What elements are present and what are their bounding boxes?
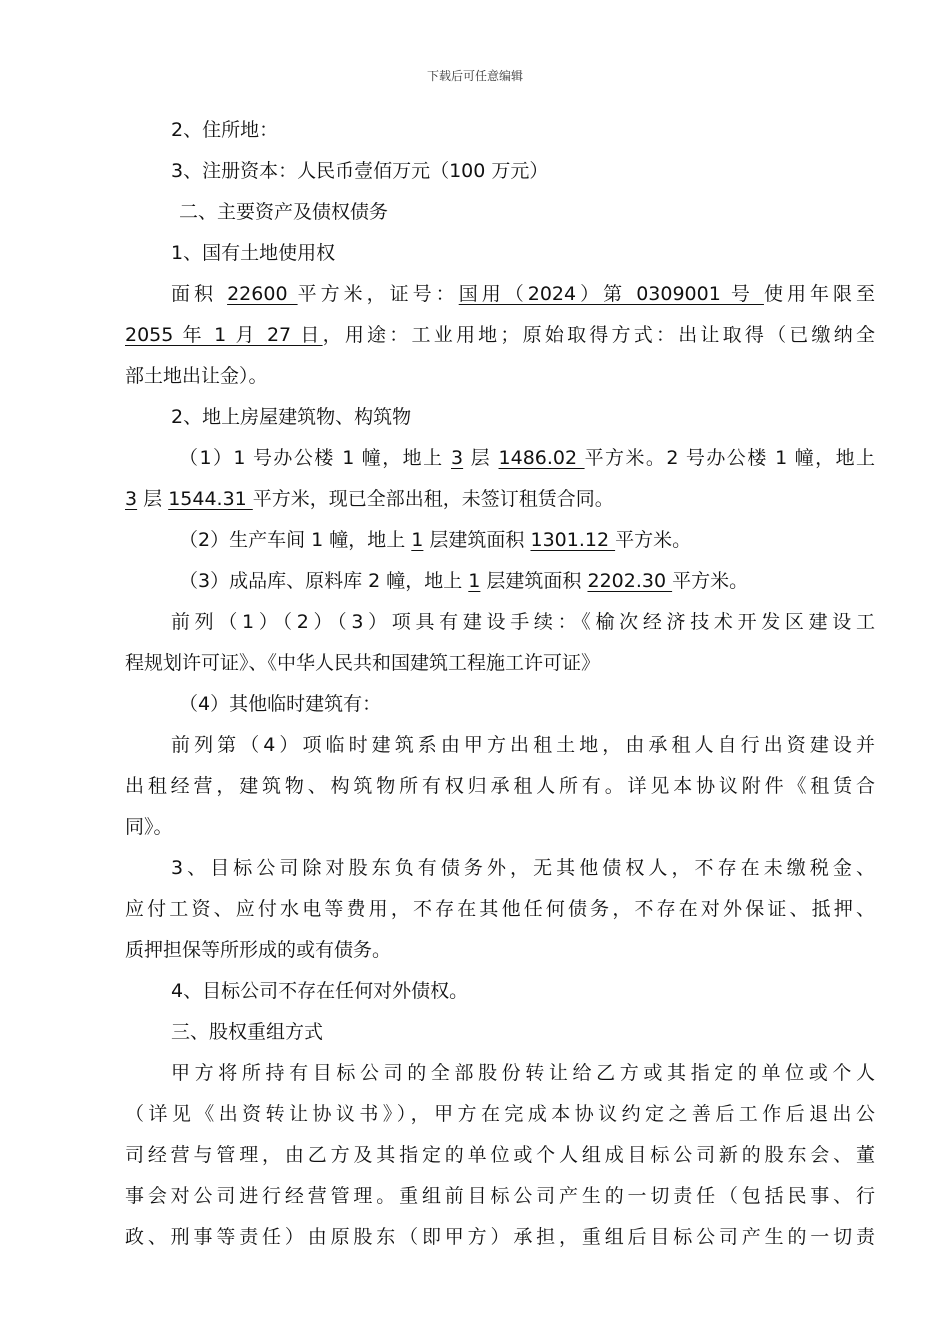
area-office-2: 1544.31 (168, 488, 253, 510)
document-body (125, 110, 875, 1258)
area-warehouse: 2202.30 (587, 570, 673, 592)
temp-buildings-line3: 同》。 (125, 816, 173, 838)
land-area: 22600 (227, 283, 298, 305)
building-item-2: （2）生产车间 1 幢，地上 1 层建筑面积 1301.12 平方米。 (179, 529, 692, 551)
building-item-1-line2: 3 层 1544.31 平方米，现已全部出租，未签订租赁合同。 (125, 488, 614, 510)
building-item-1-line1: （1）1 号办公楼 1 幢，地上 3 层 1486.02 平方米。2 号办公楼 1 幢，地上 (179, 447, 876, 469)
section-heading-assets: 二、主要资产及债权债务 (179, 201, 389, 223)
land-paragraph-line2: 2055 年 1 月 27 日，用途：工业用地；原始取得方式：出让取得（已缴纳全 (125, 324, 875, 346)
land-expiry-date: 2055 年 1 月 27 日 (125, 324, 323, 346)
restructuring-line5: 政、刑事等责任）由原股东（即甲方）承担，重组后目标公司产生的一切责 (125, 1226, 875, 1248)
temp-buildings-line2: 出租经营，建筑物、构筑物所有权归承租人所有。详见本协议附件《租赁合 (125, 775, 875, 797)
land-paragraph-line3: 部土地出让金）。 (125, 365, 268, 387)
restructuring-line2: （详见《出资转让协议书》），甲方在完成本协议约定之善后工作后退出公 (125, 1103, 875, 1125)
permits-line2: 程规划许可证》、《中华人民共和国建筑工程施工许可证》 (125, 652, 601, 674)
area-office-1: 1486.02 (498, 447, 585, 469)
building-item-3: （3）成品库、原料库 2 幢，地上 1 层建筑面积 2202.30 平方米。 (179, 570, 749, 592)
restructuring-line1: 甲方将所持有目标公司的全部股份转让给乙方或其指定的单位或个人 (171, 1062, 875, 1084)
capital-line: 3、注册资本：人民币壹佰万元（100 万元） (171, 160, 549, 182)
building-item-4: （4）其他临时建筑有： (179, 693, 382, 715)
land-paragraph-line1: 面积 22600 平方米，证号：国用（2024）第 0309001 号 使用年限至 (171, 283, 875, 305)
debts-line2: 应付工资、应付水电等费用，不存在其他任何债务，不存在对外保证、抵押、 (125, 898, 875, 920)
floors-warehouse: 1 (468, 570, 481, 592)
debts-line3: 质押担保等所形成的或有债务。 (125, 939, 392, 961)
page-header: 下载后可任意编辑 (426, 69, 523, 83)
restructuring-line3: 司经营与管理，由乙方及其指定的单位或个人组成目标公司新的股东会、董 (125, 1144, 875, 1166)
land-heading: 1、国有土地使用权 (171, 242, 336, 264)
section-heading-restructuring: 三、股权重组方式 (171, 1021, 324, 1043)
address-line: 2、住所地： (171, 119, 279, 141)
area-workshop: 1301.12 (530, 529, 616, 551)
claims-line: 4、目标公司不存在任何对外债权。 (171, 980, 469, 1002)
floors-office-2: 3 (125, 488, 138, 510)
debts-line1: 3、目标公司除对股东负有债务外，无其他债权人，不存在未缴税金、 (171, 857, 875, 879)
floors-workshop: 1 (411, 529, 424, 551)
buildings-heading: 2、地上房屋建筑物、构筑物 (171, 406, 412, 428)
restructuring-line4: 事会对公司进行经营管理。重组前目标公司产生的一切责任（包括民事、行 (125, 1185, 875, 1207)
floors-office-1: 3 (451, 447, 464, 469)
land-cert-number: 国用（2024）第 0309001 号 (458, 283, 764, 305)
temp-buildings-line1: 前列第（4）项临时建筑系由甲方出租土地，由承租人自行出资建设并 (171, 734, 875, 756)
permits-line1: 前列（1）（2）（3）项具有建设手续：《榆次经济技术开发区建设工 (171, 611, 875, 633)
